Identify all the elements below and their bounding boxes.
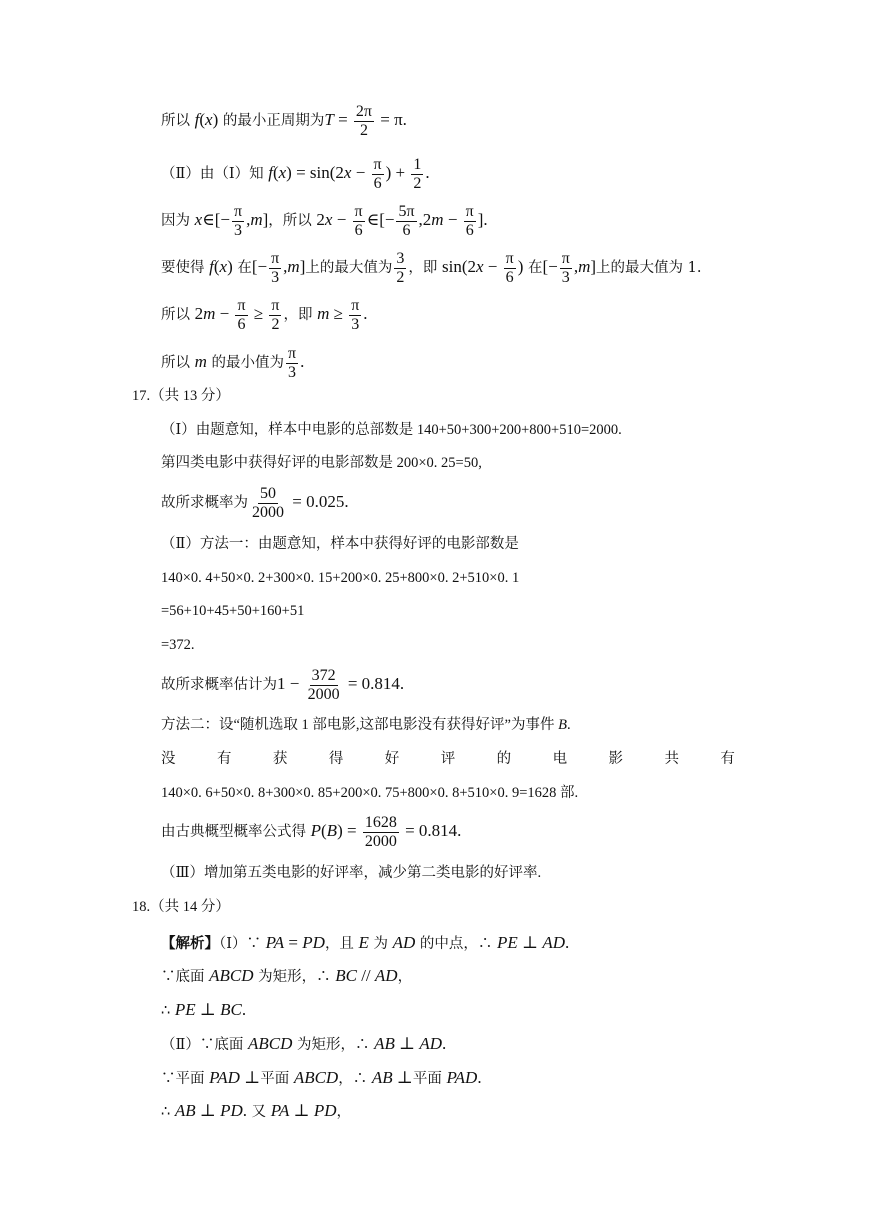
q17-calc-4: 140×0. 6+50×0. 8+300×0. 85+200×0. 75+800×0. 8+510×0. 9=1628 部. <box>161 785 579 801</box>
question-17-heading: 17.（共 13 分） <box>132 388 230 404</box>
line-min-value: 所以 m 的最小值为 $\frac{\pi}{3}$ . <box>161 345 305 381</box>
line-period: 所以 f(x) 的最小正周期为T = $\frac{2\pi}{2}$ = π. <box>161 103 407 139</box>
q17-probability-3: 由古典概型概率公式得 P(B) = $\frac{1628}{2000}$ = 0.814. <box>161 814 462 850</box>
q17-calc-1: 140×0. 4+50×0. 2+300×0. 15+200×0. 25+800×0. 2+510×0. 1 <box>161 570 520 586</box>
line-inequality: 所以 2m − $\frac{\pi}{6}$ ≥ $\frac{\pi}{2}$ ，即 m ≥ $\frac{\pi}{3}$ . <box>161 297 368 333</box>
q17-method2: 方法二：设“随机选取 1 部电影,这部电影没有获得好评”为事件 B. <box>161 717 571 733</box>
question-18-heading: 18.（共 14 分） <box>132 899 230 915</box>
q17-part1: （Ⅰ）由题意知，样本中电影的总部数是 140+50+300+200+800+510=2000. <box>161 422 622 438</box>
line-domain: 因为 x∈[− $\frac{\pi}{3}$ ,m]，所以 2x − $\frac{\pi}{6}$ ∈[− $\frac{5\pi}{6}$ ,2m − $\frac{\pi}{6}$ ]. <box>161 203 488 239</box>
q18-perp-bc: ∴ PE ⊥ BC. <box>161 1000 247 1019</box>
q17-part3: （Ⅲ）增加第五类电影的好评率，减少第二类电影的好评率. <box>161 865 542 881</box>
q17-fourth-class: 第四类电影中获得好评的电影部数是 200×0. 25=50, <box>161 455 482 471</box>
q17-calc-2: =56+10+45+50+160+51 <box>161 603 305 619</box>
q18-ab-perp-pd: ∴ AB ⊥ PD. 又 PA ⊥ PD， <box>161 1101 352 1120</box>
q17-calc-3: =372. <box>161 637 195 653</box>
q17-probability-1: 故所求概率为 $\frac{50}{2000}$ = 0.025. <box>161 485 349 521</box>
q17-probability-2: 故所求概率估计为1 − $\frac{372}{2000}$ = 0.814. <box>161 667 405 703</box>
line-part2-intro: （Ⅱ）由（Ⅰ）知 f(x) = sin(2x − $\frac{\pi}{6}$ ) + $\frac{1}{2}$ . <box>161 156 430 192</box>
q18-part2: （Ⅱ）∵底面 ABCD 为矩形，∴ AB ⊥ AD. <box>161 1034 447 1053</box>
q18-plane-perp: ∵平面 PAD ⊥平面 ABCD，∴ AB ⊥平面 PAD. <box>161 1068 482 1087</box>
q17-method1: （Ⅱ）方法一：由题意知，样本中获得好评的电影部数是 <box>161 536 519 552</box>
q17-justified-line: 没 有 获 得 好 评 的 电 影 共 有 <box>161 751 735 767</box>
line-max-condition: 要使得 f(x) 在[− $\frac{\pi}{3}$ ,m]上的最大值为 $\frac{3}{2}$ ，即 sin(2x − $\frac{\pi}{6}$ ) 在[− $\frac{\pi}{3}$ ,m]上的最大值为 1. <box>161 250 702 286</box>
q18-part1: 【解析】（Ⅰ）∵ PA = PD，且 E 为 AD 的中点，∴ PE ⊥ AD. <box>161 933 570 952</box>
q18-rect-parallel: ∵底面 ABCD 为矩形，∴ BC // AD， <box>161 966 413 985</box>
